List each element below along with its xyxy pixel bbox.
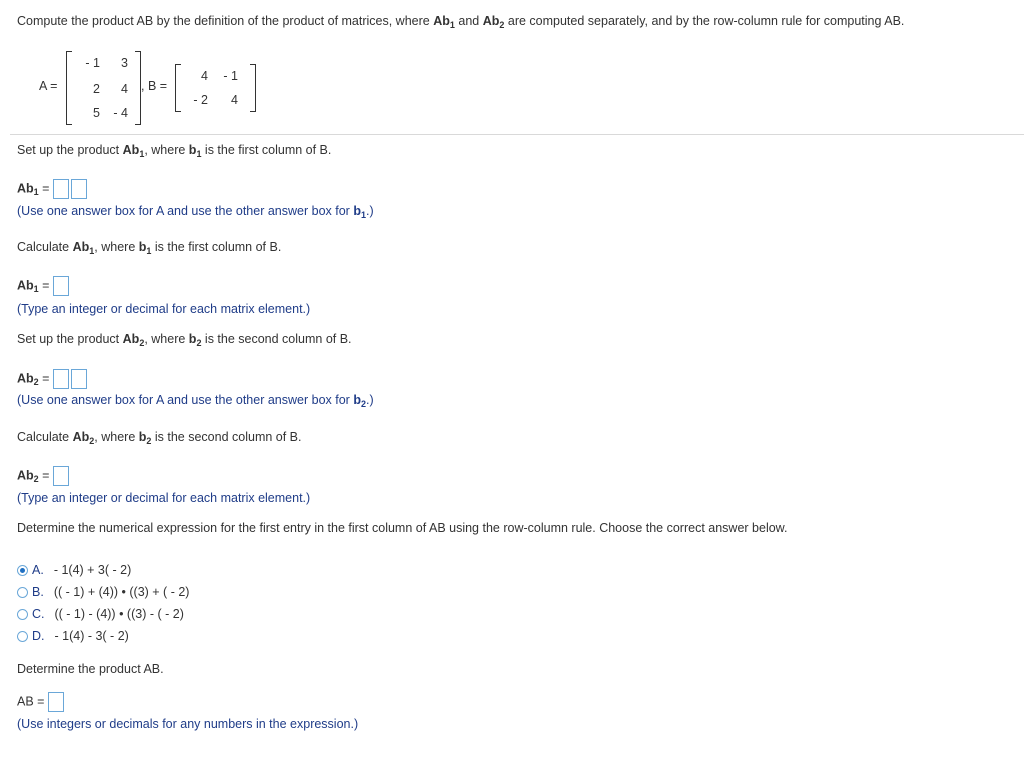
text: b [138,430,147,444]
text: Calculate [17,430,73,444]
answer-box-ab2[interactable] [53,466,69,486]
radio-selected-icon[interactable] [17,565,28,576]
option-a[interactable] [17,563,131,577]
matrix-cell: - 4 [113,106,128,120]
text: Ab [17,371,34,386]
answer-box-b1[interactable] [71,179,87,199]
text: is the first column of B. [201,143,332,157]
product-answer [17,692,64,712]
text: Ab [72,430,90,444]
sub: 1 [33,187,39,198]
option-letter: D. [32,629,45,643]
matrix-cell: 3 [121,56,128,70]
option-c[interactable] [17,607,184,621]
matrix-cell: - 1 [223,69,238,83]
matrix-cell: - 1 [85,56,100,70]
answer-box-a[interactable] [53,369,69,389]
rowcol-question: Determine the numerical expression for the first entry in the first column of AB using the row-column rule. Choose the correct answer below. [17,521,788,535]
radio-icon[interactable] [17,609,28,620]
right-bracket [250,64,256,112]
option-expr: - 1(4) + 3( - 2) [53,563,132,577]
left-bracket [66,51,72,125]
text: AB = [17,694,45,709]
text: , where [94,240,139,254]
option-expr: (( - 1) - (4)) • ((3) - ( - 2) [54,607,184,621]
radio-icon[interactable] [17,587,28,598]
option-letter: B. [32,585,44,599]
text: = [38,181,50,196]
option-expr: (( - 1) + (4)) • ((3) + ( - 2) [53,585,190,599]
text: .) [365,204,374,218]
answer-box-a[interactable] [53,179,69,199]
answer-box-ab[interactable] [48,692,64,712]
sub: 1 [360,210,366,220]
text: is the second column of B. [201,332,352,346]
text: , where [144,332,189,346]
sub: 1 [146,246,152,256]
calc-ab2-answer [17,466,69,486]
matrix-a-label: A = [39,79,58,93]
sub: 2 [146,436,152,446]
option-d[interactable] [17,629,129,643]
sub: 2 [360,399,366,409]
left-bracket [175,64,181,112]
prompt-text: Compute the product AB by the definition of the product of matrices, where [17,14,434,28]
sub: 1 [33,284,39,295]
text: b [353,204,361,218]
sub: 2 [499,20,505,30]
calc-ab1-instruction [17,240,281,256]
text: , where [94,430,139,444]
setup-ab2-hint [17,393,374,409]
radio-icon[interactable] [17,631,28,642]
text: is the second column of B. [151,430,302,444]
setup-ab1-instruction [17,143,331,159]
matrix-cell: 4 [201,69,208,83]
option-expr: - 1(4) - 3( - 2) [54,629,129,643]
text: Ab [17,181,34,196]
sub: 2 [33,377,39,388]
text: is the first column of B. [151,240,282,254]
prompt-text: and [454,14,483,28]
matrix-cell: 2 [93,82,100,96]
matrix-cell: 4 [231,93,238,107]
sub: 2 [89,436,95,446]
text: b [188,143,197,157]
setup-ab2-answer [17,369,87,389]
sub: 1 [89,246,95,256]
sub: 1 [139,149,145,159]
calc-ab2-instruction [17,430,302,446]
text: Ab [122,332,140,346]
problem-prompt [17,14,904,30]
sub: 2 [139,338,145,348]
text: Ab [122,143,140,157]
text: Ab [17,468,34,483]
option-b[interactable] [17,585,189,599]
matrix-cell: 5 [93,106,100,120]
sub: 1 [449,20,455,30]
prompt-ab2: Ab [482,14,500,28]
option-letter: C. [32,607,45,621]
matrix-cell: - 2 [193,93,208,107]
text: .) [365,393,374,407]
option-letter: A. [32,563,44,577]
product-question: Determine the product AB. [17,662,164,676]
sub: 2 [33,474,39,485]
text: Ab [17,278,34,293]
setup-ab1-hint [17,204,374,220]
prompt-ab1: Ab [433,14,450,28]
setup-ab2-instruction [17,332,352,348]
matrix-cell: 4 [121,82,128,96]
text: = [38,278,50,293]
calc-ab1-answer [17,276,69,296]
text: (Use one answer box for A and use the other answer box for [17,204,354,218]
calc-ab1-hint: (Type an integer or decimal for each matrix element.) [17,302,311,316]
text: b [188,332,197,346]
text: Set up the product [17,143,123,157]
setup-ab1-answer [17,179,87,199]
text: (Use one answer box for A and use the other answer box for [17,393,354,407]
calc-ab2-hint: (Type an integer or decimal for each matrix element.) [17,491,311,505]
answer-box-b2[interactable] [71,369,87,389]
text: Set up the product [17,332,123,346]
text: , where [144,143,189,157]
text: b [353,393,361,407]
matrix-b-label: , B = [141,79,168,93]
text: b [138,240,147,254]
answer-box-ab1[interactable] [53,276,69,296]
text: = [38,468,50,483]
text: Ab [72,240,90,254]
sub: 1 [196,149,202,159]
product-hint: (Use integers or decimals for any numbers in the expression.) [17,717,359,731]
divider [10,134,1024,135]
sub: 2 [196,338,202,348]
text: = [38,371,50,386]
prompt-text: are computed separately, and by the row-column rule for computing AB. [504,14,905,28]
text: Calculate [17,240,73,254]
